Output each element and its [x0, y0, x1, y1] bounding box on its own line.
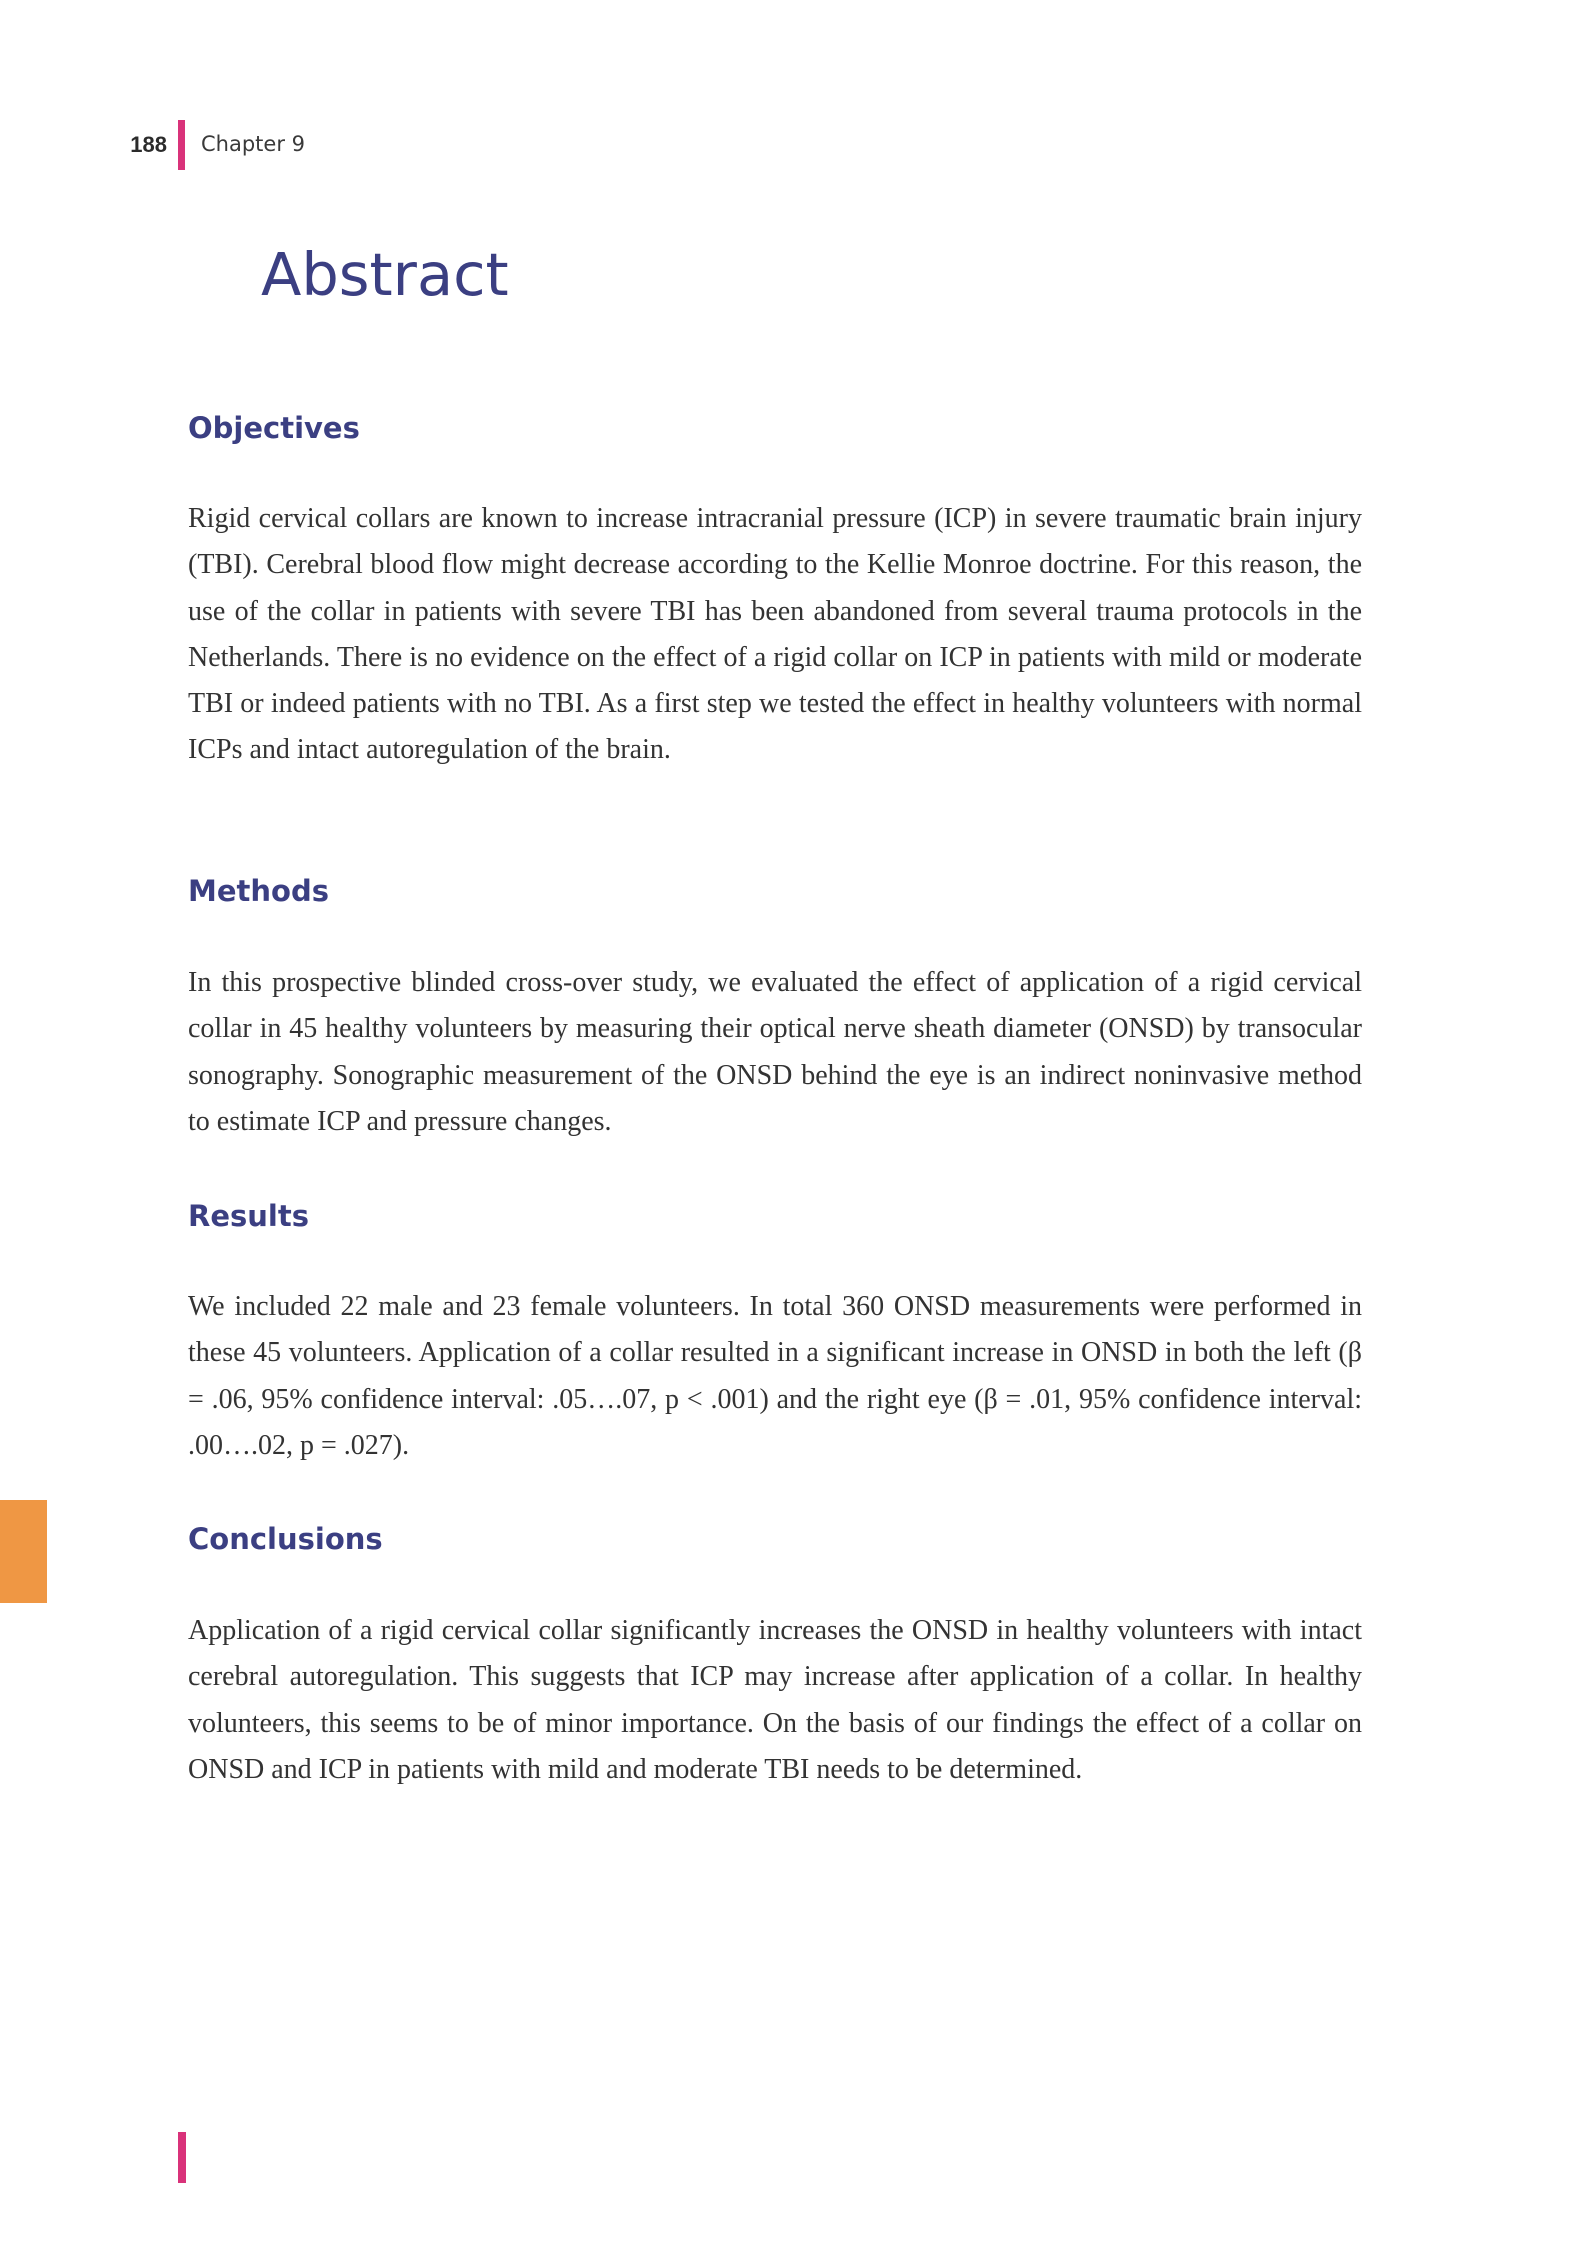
footer-accent-bar: [178, 2132, 186, 2183]
results-paragraph: We included 22 male and 23 female volunteers. In total 360 ONSD measurements were performed in these 45 volunteers. Application of a collar resulted in a significant increase in ONSD in both the left (β = .06, 95% confidence interval: .05….07, p < .001) and the right eye (β = .01, 95% confidence interval: .00….02, p = .027).: [188, 1291, 1362, 1461]
objectives-heading: Objectives: [188, 411, 360, 445]
header-accent-bar: [178, 120, 185, 170]
page-number: 188: [130, 132, 167, 157]
chapter-label: Chapter 9: [201, 132, 305, 156]
abstract-title: Abstract: [261, 240, 509, 309]
results-heading: Results: [188, 1199, 309, 1233]
objectives-paragraph: Rigid cervical collars are known to increase intracranial pressure (ICP) in severe traumatic brain injury (TBI). Cerebral blood flow might decrease according to the Kellie Monroe doctrine. For this reason, the use of the collar in patients with severe TBI has been abandoned from several trauma protocols in the Netherlands. There is no evidence on the effect of a rigid collar on ICP in patients with mild or moderate TBI or indeed patients with no TBI. As a first step we tested the effect in healthy volunteers with normal ICPs and intact autoregulation of the brain.: [188, 503, 1362, 766]
methods-heading: Methods: [188, 874, 329, 908]
conclusions-paragraph: Application of a rigid cervical collar significantly increases the ONSD in healthy volunteers with intact cerebral autoregulation. This suggests that ICP may increase after application of a collar. In healthy volunteers, this seems to be of minor importance. On the basis of our findings the effect of a collar on ONSD and ICP in patients with mild and moderate TBI needs to be determined.: [188, 1615, 1362, 1785]
chapter-side-tab: [0, 1500, 47, 1603]
methods-paragraph: In this prospective blinded cross-over study, we evaluated the effect of application of a rigid cervical collar in 45 healthy volunteers by measuring their optical nerve sheath diameter (ONSD) by transocular sonography. Sonographic measurement of the ONSD behind the eye is an indirect noninvasive method to estimate ICP and pressure changes.: [188, 967, 1362, 1137]
conclusions-heading: Conclusions: [188, 1522, 383, 1556]
